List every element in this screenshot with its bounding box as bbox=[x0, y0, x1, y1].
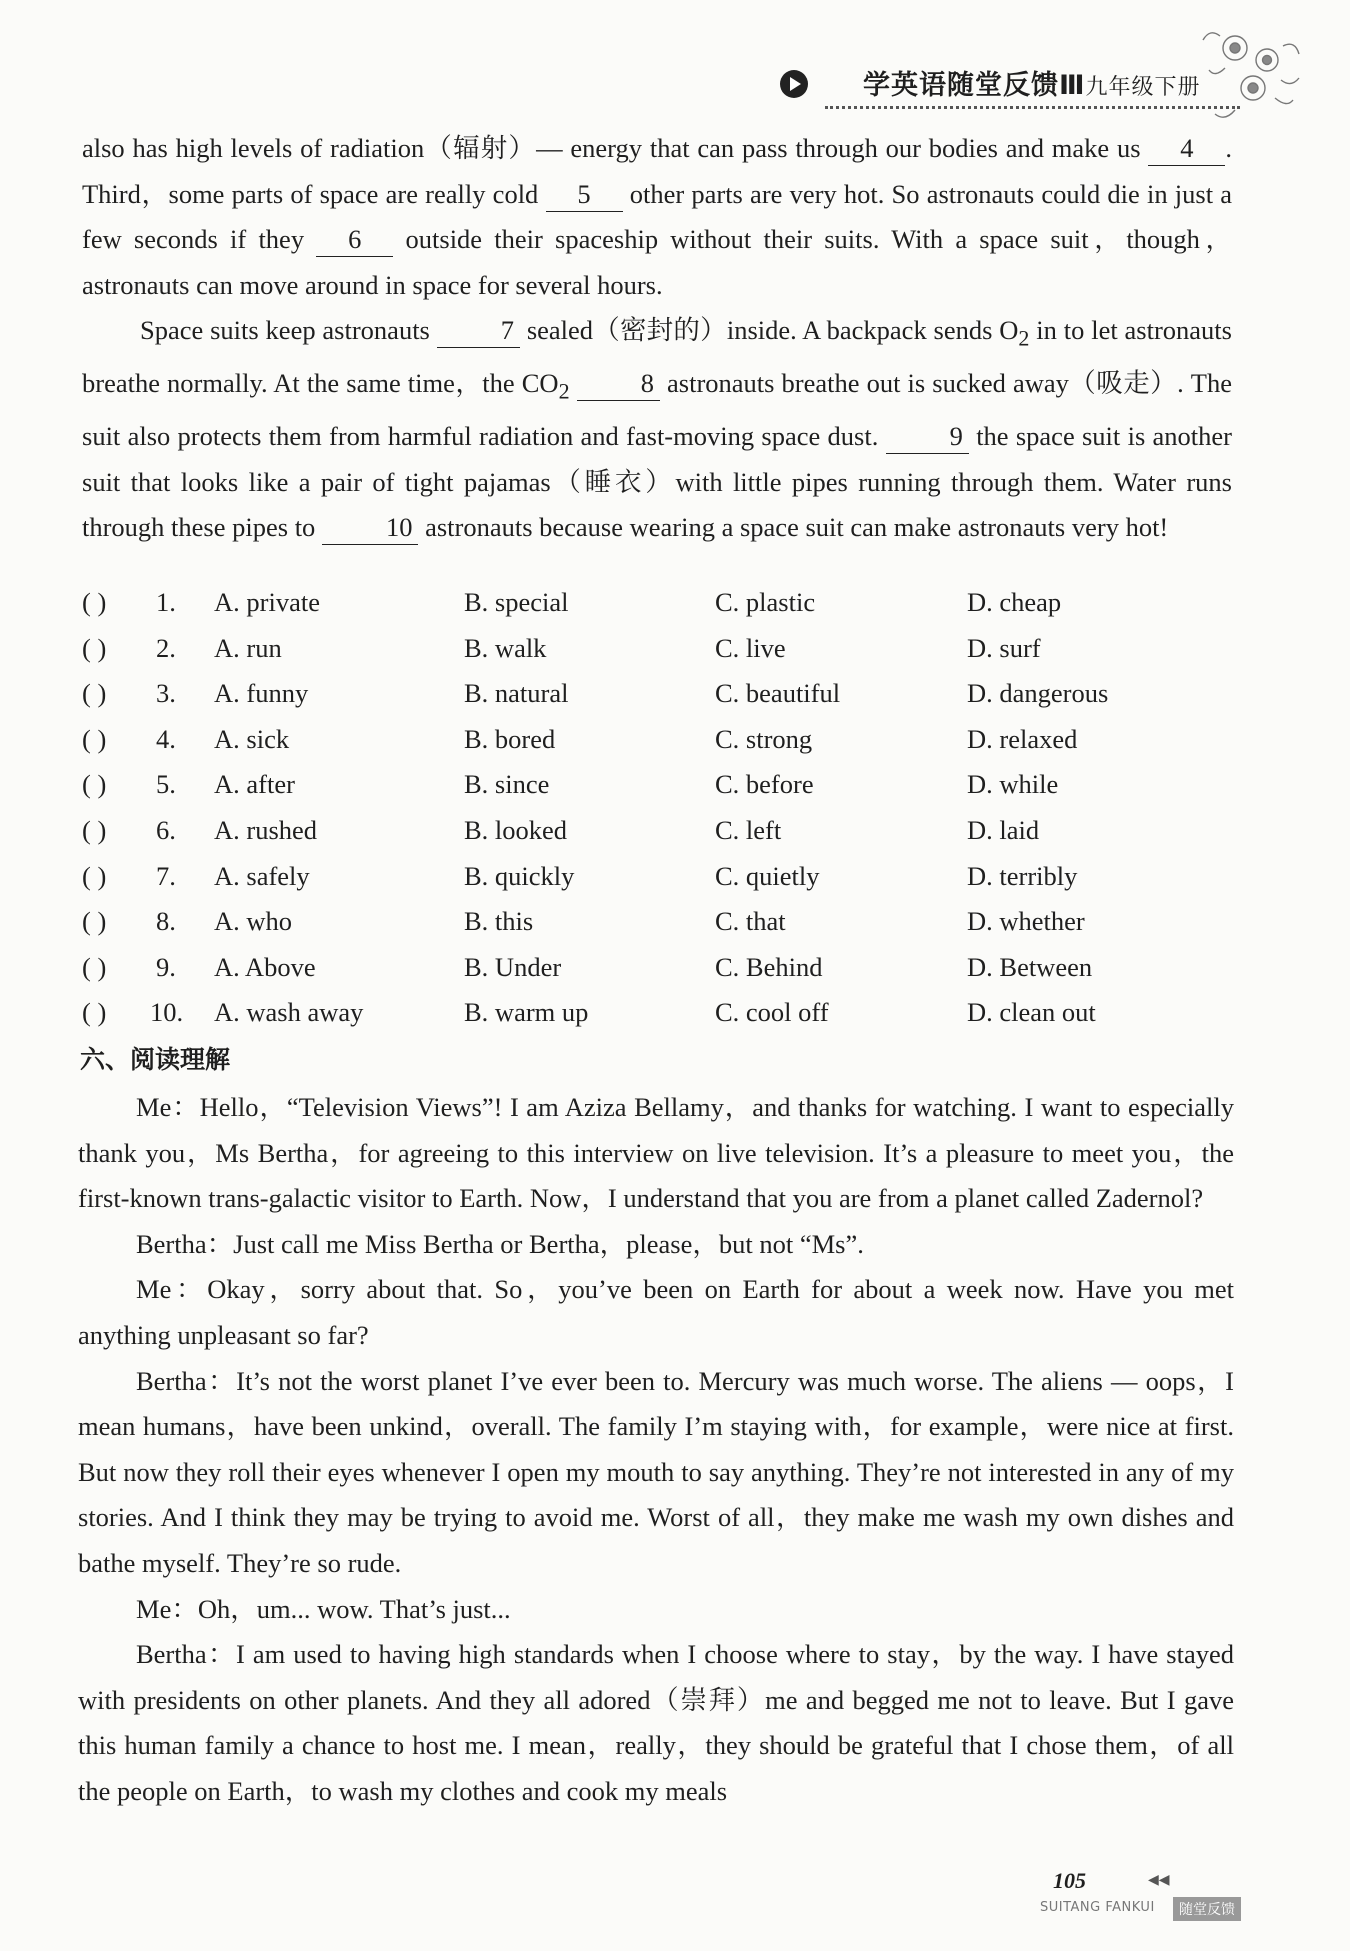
option-a[interactable]: A. after bbox=[214, 769, 295, 800]
option-d[interactable]: D. relaxed bbox=[967, 723, 1078, 754]
passage-text: other parts are very hot. So astronauts could die in just a few seconds if they bbox=[82, 178, 1233, 255]
dialogue-line: Bertha：It’s not the worst planet I’ve ever been to. Mercury was much worse. The aliens — oops，I mean humans，have been unkind，overall. The family I’m staying with，for example，were nice at first. But now they roll their eyes whenever I open my mouth to say anything. They’re not interested in any of my stories. And I think they may be trying to avoid me. Worst of all，they make me wash my own dishes and bathe myself. They’re so rude. bbox=[78, 1365, 1234, 1578]
option-c[interactable]: C. before bbox=[715, 769, 814, 800]
question-number: 6. bbox=[156, 814, 176, 845]
question-number: 4. bbox=[156, 723, 176, 754]
blank-7[interactable]: 7 bbox=[437, 313, 520, 348]
page-header bbox=[775, 58, 1235, 101]
question-row bbox=[82, 945, 1232, 991]
question-number: 7. bbox=[156, 860, 176, 891]
options-list bbox=[82, 580, 1232, 1036]
subscript: 2 bbox=[1018, 325, 1030, 351]
question-row bbox=[82, 580, 1232, 626]
flower-decoration-icon bbox=[1195, 18, 1305, 128]
option-d[interactable]: D. laid bbox=[967, 814, 1040, 845]
question-row bbox=[82, 717, 1232, 763]
blank-5[interactable]: 5 bbox=[546, 177, 623, 212]
option-b[interactable]: B. natural bbox=[464, 678, 569, 709]
question-number: 8. bbox=[156, 906, 176, 937]
passage-text: astronauts breathe out is sucked away（吸走）. The suit also protects them from harmful radiation and fast-moving space dust. bbox=[82, 368, 1232, 452]
answer-paren[interactable]: ( ) bbox=[82, 587, 107, 617]
option-a[interactable]: A. rushed bbox=[214, 814, 318, 845]
dialogue-line: Me：Oh，um... wow. That’s just... bbox=[136, 1593, 511, 1624]
question-row bbox=[82, 671, 1232, 717]
header-divider bbox=[825, 106, 1240, 109]
question-row bbox=[82, 990, 1232, 1036]
option-c[interactable]: C. Behind bbox=[715, 951, 823, 982]
book-title: 学英语随堂反馈Ⅲ九年级下册 bbox=[863, 70, 1201, 101]
blank-8[interactable]: 8 bbox=[577, 366, 660, 401]
play-icon bbox=[780, 70, 808, 98]
answer-paren[interactable]: ( ) bbox=[82, 951, 107, 982]
question-number: 9. bbox=[156, 951, 176, 982]
blank-6[interactable]: 6 bbox=[316, 222, 393, 257]
option-c[interactable]: C. cool off bbox=[715, 997, 829, 1028]
question-number: 10. bbox=[150, 997, 184, 1028]
option-a[interactable]: A. funny bbox=[214, 678, 309, 709]
option-b[interactable]: B. bored bbox=[464, 723, 556, 754]
option-a[interactable]: A. safely bbox=[214, 860, 310, 891]
question-row bbox=[82, 626, 1232, 672]
option-c[interactable]: C. beautiful bbox=[715, 678, 841, 709]
option-c[interactable]: C. plastic bbox=[715, 587, 816, 617]
question-row bbox=[82, 854, 1232, 900]
option-c[interactable]: C. left bbox=[715, 814, 782, 845]
answer-paren[interactable]: ( ) bbox=[82, 769, 107, 800]
passage-text: also has high levels of radiation（辐射）— energy that can pass through our bodies and make us bbox=[82, 133, 1141, 163]
page-number: 105 bbox=[1053, 1868, 1086, 1893]
question-number: 5. bbox=[156, 769, 176, 800]
answer-paren[interactable]: ( ) bbox=[82, 906, 107, 937]
dialogue-line: Me：Okay，sorry about that. So，you’ve been on Earth for about a week now. Have you met anything unpleasant so far? bbox=[78, 1274, 1234, 1350]
question-number: 2. bbox=[156, 632, 176, 663]
option-a[interactable]: A. sick bbox=[214, 723, 290, 754]
option-d[interactable]: D. cheap bbox=[967, 587, 1062, 617]
question-row bbox=[82, 808, 1232, 854]
passage-paragraph-1 bbox=[82, 126, 1232, 551]
section-title: 六、阅读理解 bbox=[80, 1045, 231, 1074]
answer-paren[interactable]: ( ) bbox=[82, 814, 107, 845]
dialogue-line: Me：Hello，“Television Views”! I am Aziza Bellamy，and thanks for watching. I want to especially thank you，Ms Bertha，for agreeing to this interview on live television. It’s a pleasure to meet you，the first-known trans-galactic visitor to Earth. Now，I understand that you are from a planet called Zadernol? bbox=[78, 1092, 1234, 1214]
option-b[interactable]: B. warm up bbox=[464, 997, 589, 1028]
answer-paren[interactable]: ( ) bbox=[82, 632, 107, 663]
footer-series-name: SUITANG FANKUI bbox=[1040, 1900, 1155, 1915]
answer-paren[interactable]: ( ) bbox=[82, 678, 107, 709]
option-b[interactable]: B. quickly bbox=[464, 860, 575, 891]
option-b[interactable]: B. looked bbox=[464, 814, 568, 845]
option-d[interactable]: D. while bbox=[967, 769, 1059, 800]
arrow-left-icon: ◀◀ bbox=[1148, 1873, 1170, 1888]
passage-text: the space suit is another suit that looks like a pair of tight pajamas（睡衣）with little pipes running through them. Water runs through these pipes to bbox=[82, 421, 1233, 543]
passage-text: sealed（密封的）inside. A backpack sends O bbox=[526, 315, 1019, 346]
option-c[interactable]: C. that bbox=[715, 906, 786, 937]
passage-text: outside their spaceship without their suits. With a space suit，though，astronauts can move around in space for several hours. bbox=[82, 224, 1233, 300]
option-d[interactable]: D. whether bbox=[967, 906, 1085, 937]
interview-passage bbox=[78, 1085, 1234, 1815]
option-d[interactable]: D. clean out bbox=[967, 997, 1096, 1028]
question-row bbox=[82, 762, 1232, 808]
option-a[interactable]: A. run bbox=[214, 632, 282, 663]
question-row bbox=[82, 899, 1232, 945]
option-b[interactable]: B. this bbox=[464, 906, 534, 937]
passage-text: in to let astronauts breathe normally. At the same time，the CO bbox=[82, 315, 1232, 399]
question-number: 1. bbox=[156, 587, 176, 617]
blank-4[interactable]: 4 bbox=[1148, 131, 1225, 166]
passage-text: . Third，some parts of space are really cold bbox=[82, 133, 1232, 209]
option-b[interactable]: B. Under bbox=[464, 951, 562, 982]
option-b[interactable]: B. since bbox=[464, 769, 550, 800]
option-b[interactable]: B. walk bbox=[464, 632, 547, 663]
option-d[interactable]: D. dangerous bbox=[967, 678, 1109, 709]
option-c[interactable]: C. strong bbox=[715, 723, 813, 754]
option-d[interactable]: D. Between bbox=[967, 951, 1093, 982]
answer-paren[interactable]: ( ) bbox=[82, 997, 107, 1028]
subscript: 2 bbox=[558, 378, 570, 404]
option-a[interactable]: A. private bbox=[214, 587, 320, 617]
dialogue-line: Bertha：Just call me Miss Bertha or Bertha，please，but not “Ms”. bbox=[136, 1228, 864, 1259]
blank-10[interactable]: 10 bbox=[322, 510, 419, 545]
blank-9[interactable]: 9 bbox=[886, 419, 969, 454]
dialogue-line: Bertha：I am used to having high standards when I choose where to stay，by the way. I have stayed with presidents on other planets. And they all adored（崇拜）me and begged me not to leave. But I gave this human family a chance to host me. I mean，really，they should be grateful that I chose them，of all the people on Earth，to wash my clothes and cook my meals bbox=[78, 1639, 1234, 1806]
option-d[interactable]: D. terribly bbox=[967, 860, 1078, 891]
option-c[interactable]: C. live bbox=[715, 632, 786, 663]
option-b[interactable]: B. special bbox=[464, 587, 569, 617]
question-number: 3. bbox=[156, 678, 176, 709]
option-a[interactable]: A. wash away bbox=[214, 997, 364, 1028]
answer-paren[interactable]: ( ) bbox=[82, 723, 107, 754]
footer-badge: 随堂反馈 bbox=[1173, 1897, 1241, 1921]
passage-text: astronauts because wearing a space suit can make astronauts very hot! bbox=[425, 512, 1169, 543]
book-subtitle: 九年级下册 bbox=[1085, 75, 1201, 100]
passage-text: Space suits keep astronauts bbox=[140, 315, 430, 346]
option-c[interactable]: C. quietly bbox=[715, 860, 820, 891]
answer-paren[interactable]: ( ) bbox=[82, 860, 107, 891]
option-a[interactable]: A. who bbox=[214, 906, 293, 937]
option-a[interactable]: A. Above bbox=[214, 951, 316, 982]
option-d[interactable]: D. surf bbox=[967, 632, 1041, 663]
